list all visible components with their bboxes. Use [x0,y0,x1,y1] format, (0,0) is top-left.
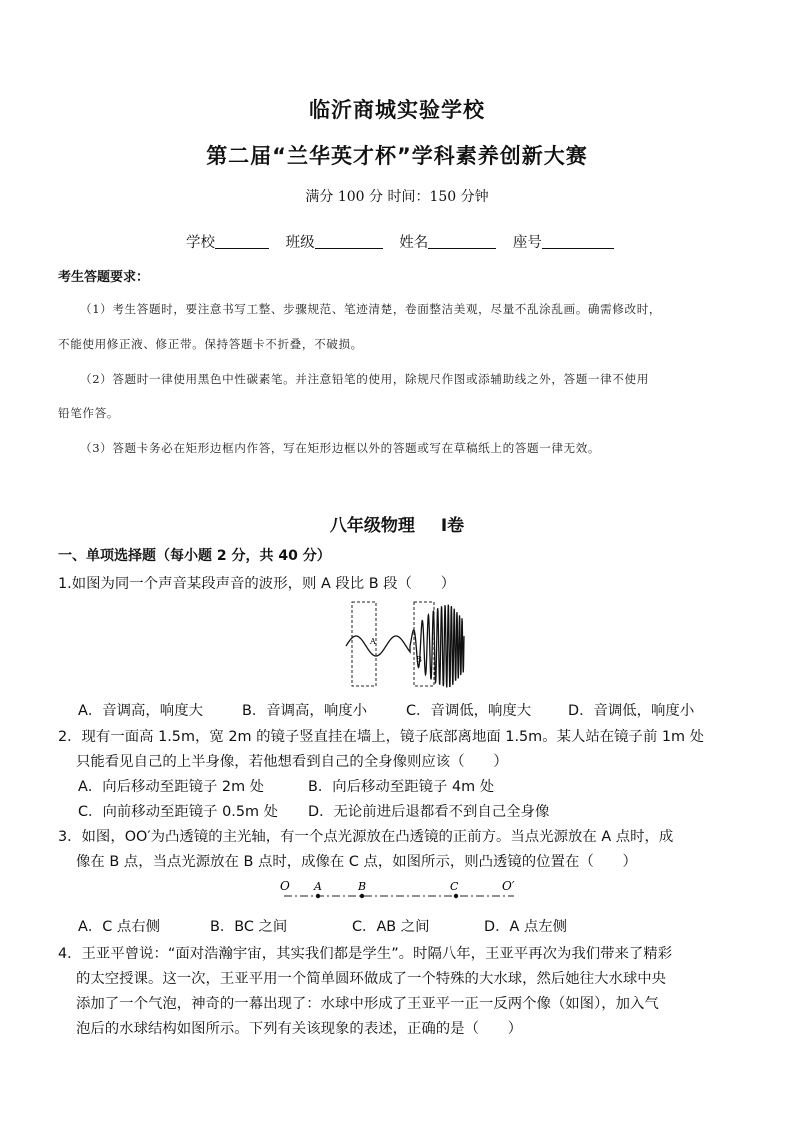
q4-stem-line-2: 的太空授课。这一次，王亚平用一个简单圆环做成了一个特殊的大水球，然后她往大水球中央 [76,971,667,987]
q1-option-b[interactable]: B．音调高，响度小 [242,703,367,719]
school-field-blank[interactable] [215,234,269,249]
q2-stem-line-2: 只能看见自己的上半身像，若他想看到自己的全身像则应该（ ） [76,754,508,770]
name-field-blank[interactable] [428,234,496,249]
q2-options-row-2 [78,800,549,821]
q3-option-d[interactable]: D．A 点左侧 [484,919,568,935]
requirement-2-line-1: （2）答题时一律使用黑色中性碳素笔。并注意铅笔的使用，除规尺作图或添辅助线之外，答题一律不使用 [80,372,649,386]
axis-label-b: B [358,880,367,893]
axis-label-o-prime: O′ [502,879,515,893]
q1-option-c[interactable]: C．音调低，响度大 [406,703,532,719]
requirement-1-line-1: （1）考生答题时，要注意书写工整、步骤规范、笔迹清楚，卷面整洁美观，尽量不乱涂乱画。确需修改时， [80,302,662,316]
q2-option-d[interactable]: D．无论前进后退都看不到自己全身像 [308,804,550,820]
section-title [0,511,794,536]
axis-label-a: A [314,880,322,893]
name-field-label: 姓名 [399,235,429,251]
class-field-blank[interactable] [315,234,383,249]
point-c [454,894,458,898]
point-b [360,894,364,898]
school-title: 临沂商城实验学校 [309,98,485,122]
q3-option-a[interactable]: A．C 点右侧 [78,919,161,935]
q2-option-a[interactable]: A．向后移动至距镜子 2m 处 [78,779,265,795]
q3-optical-axis-figure [276,876,526,906]
contest-title: 第二届“兰华英才杯”学科素养创新大赛 [206,144,588,168]
q2-option-b[interactable]: B．向后移动至距镜子 4m 处 [308,779,495,795]
axis-label-o: O [280,879,290,893]
q2-options-row-1 [78,775,494,796]
seat-field-label: 座号 [512,235,542,251]
q1-option-d[interactable]: D．音调低，响度小 [568,703,695,719]
student-info-fields [186,231,614,252]
requirement-2-line-2: 铅笔作答。 [58,406,119,420]
class-field-label: 班级 [285,235,315,251]
q3-option-c[interactable]: C．AB 之间 [352,919,430,935]
school-field-label: 学校 [186,235,215,251]
subject-title: 八年级物理 [329,516,415,536]
sound-waveform [346,605,464,688]
exam-meta: 满分 100 分 时间：150 分钟 [305,189,489,205]
requirements-title: 考生答题要求： [58,270,150,285]
q4-stem-line-1: 4．王亚平曾说：“面对浩瀚宇宙，其实我们都是学生”。时隔八年，王亚平再次为我们带来了精彩 [58,946,673,962]
q3-option-b[interactable]: B．BC 之间 [210,919,288,935]
segment-b-label: B [416,655,422,664]
point-a [316,894,320,898]
q4-stem-line-3: 添加了一个气泡，神奇的一幕出现了：水球中形成了王亚平一正一反两个像（如图），加入气 [76,996,659,1012]
q3-options [78,915,567,936]
part-one-title: 一、单项选择题（每小题 2 分，共 40 分） [58,548,331,564]
q1-stem: 1.如图为同一个声音某段声音的波形，则 A 段比 B 段（ ） [58,576,456,592]
requirement-3: （3）答题卡务必在矩形边框内作答，写在矩形边框以外的答题或写在草稿纸上的答题一律无效。 [80,441,601,455]
axis-label-c: C [450,880,459,893]
q1-option-a[interactable]: A．音调高，响度大 [78,703,203,719]
q4-stem-line-4: 泡后的水球结构如图所示。下列有关该现象的表述，正确的是（ ） [76,1021,523,1037]
q1-waveform-figure [340,600,470,690]
q2-option-c[interactable]: C．向前移动至距镜子 0.5m 处 [78,804,279,820]
q3-stem-line-1: 3．如图，OO′为凸透镜的主光轴，有一个点光源放在凸透镜的正前方。当点光源放在 A 点时，成 [58,829,674,845]
seat-field-blank[interactable] [542,234,614,249]
q1-options [78,699,694,720]
requirement-1-line-2: 不能使用修正液、修正带。保持答题卡不折叠，不破损。 [58,337,363,351]
q3-stem-line-2: 像在 B 点，当点光源放在 B 点时，成像在 C 点，如图所示，则凸透镜的位置在（ ） [76,854,637,870]
volume-label: Ⅰ卷 [440,516,465,536]
q2-stem-line-1: 2．现有一面高 1.5m，宽 2m 的镜子竖直挂在墙上，镜子底部离地面 1.5m。某人站在镜子前 1m 处 [58,729,705,745]
segment-a-label: A [370,637,376,646]
